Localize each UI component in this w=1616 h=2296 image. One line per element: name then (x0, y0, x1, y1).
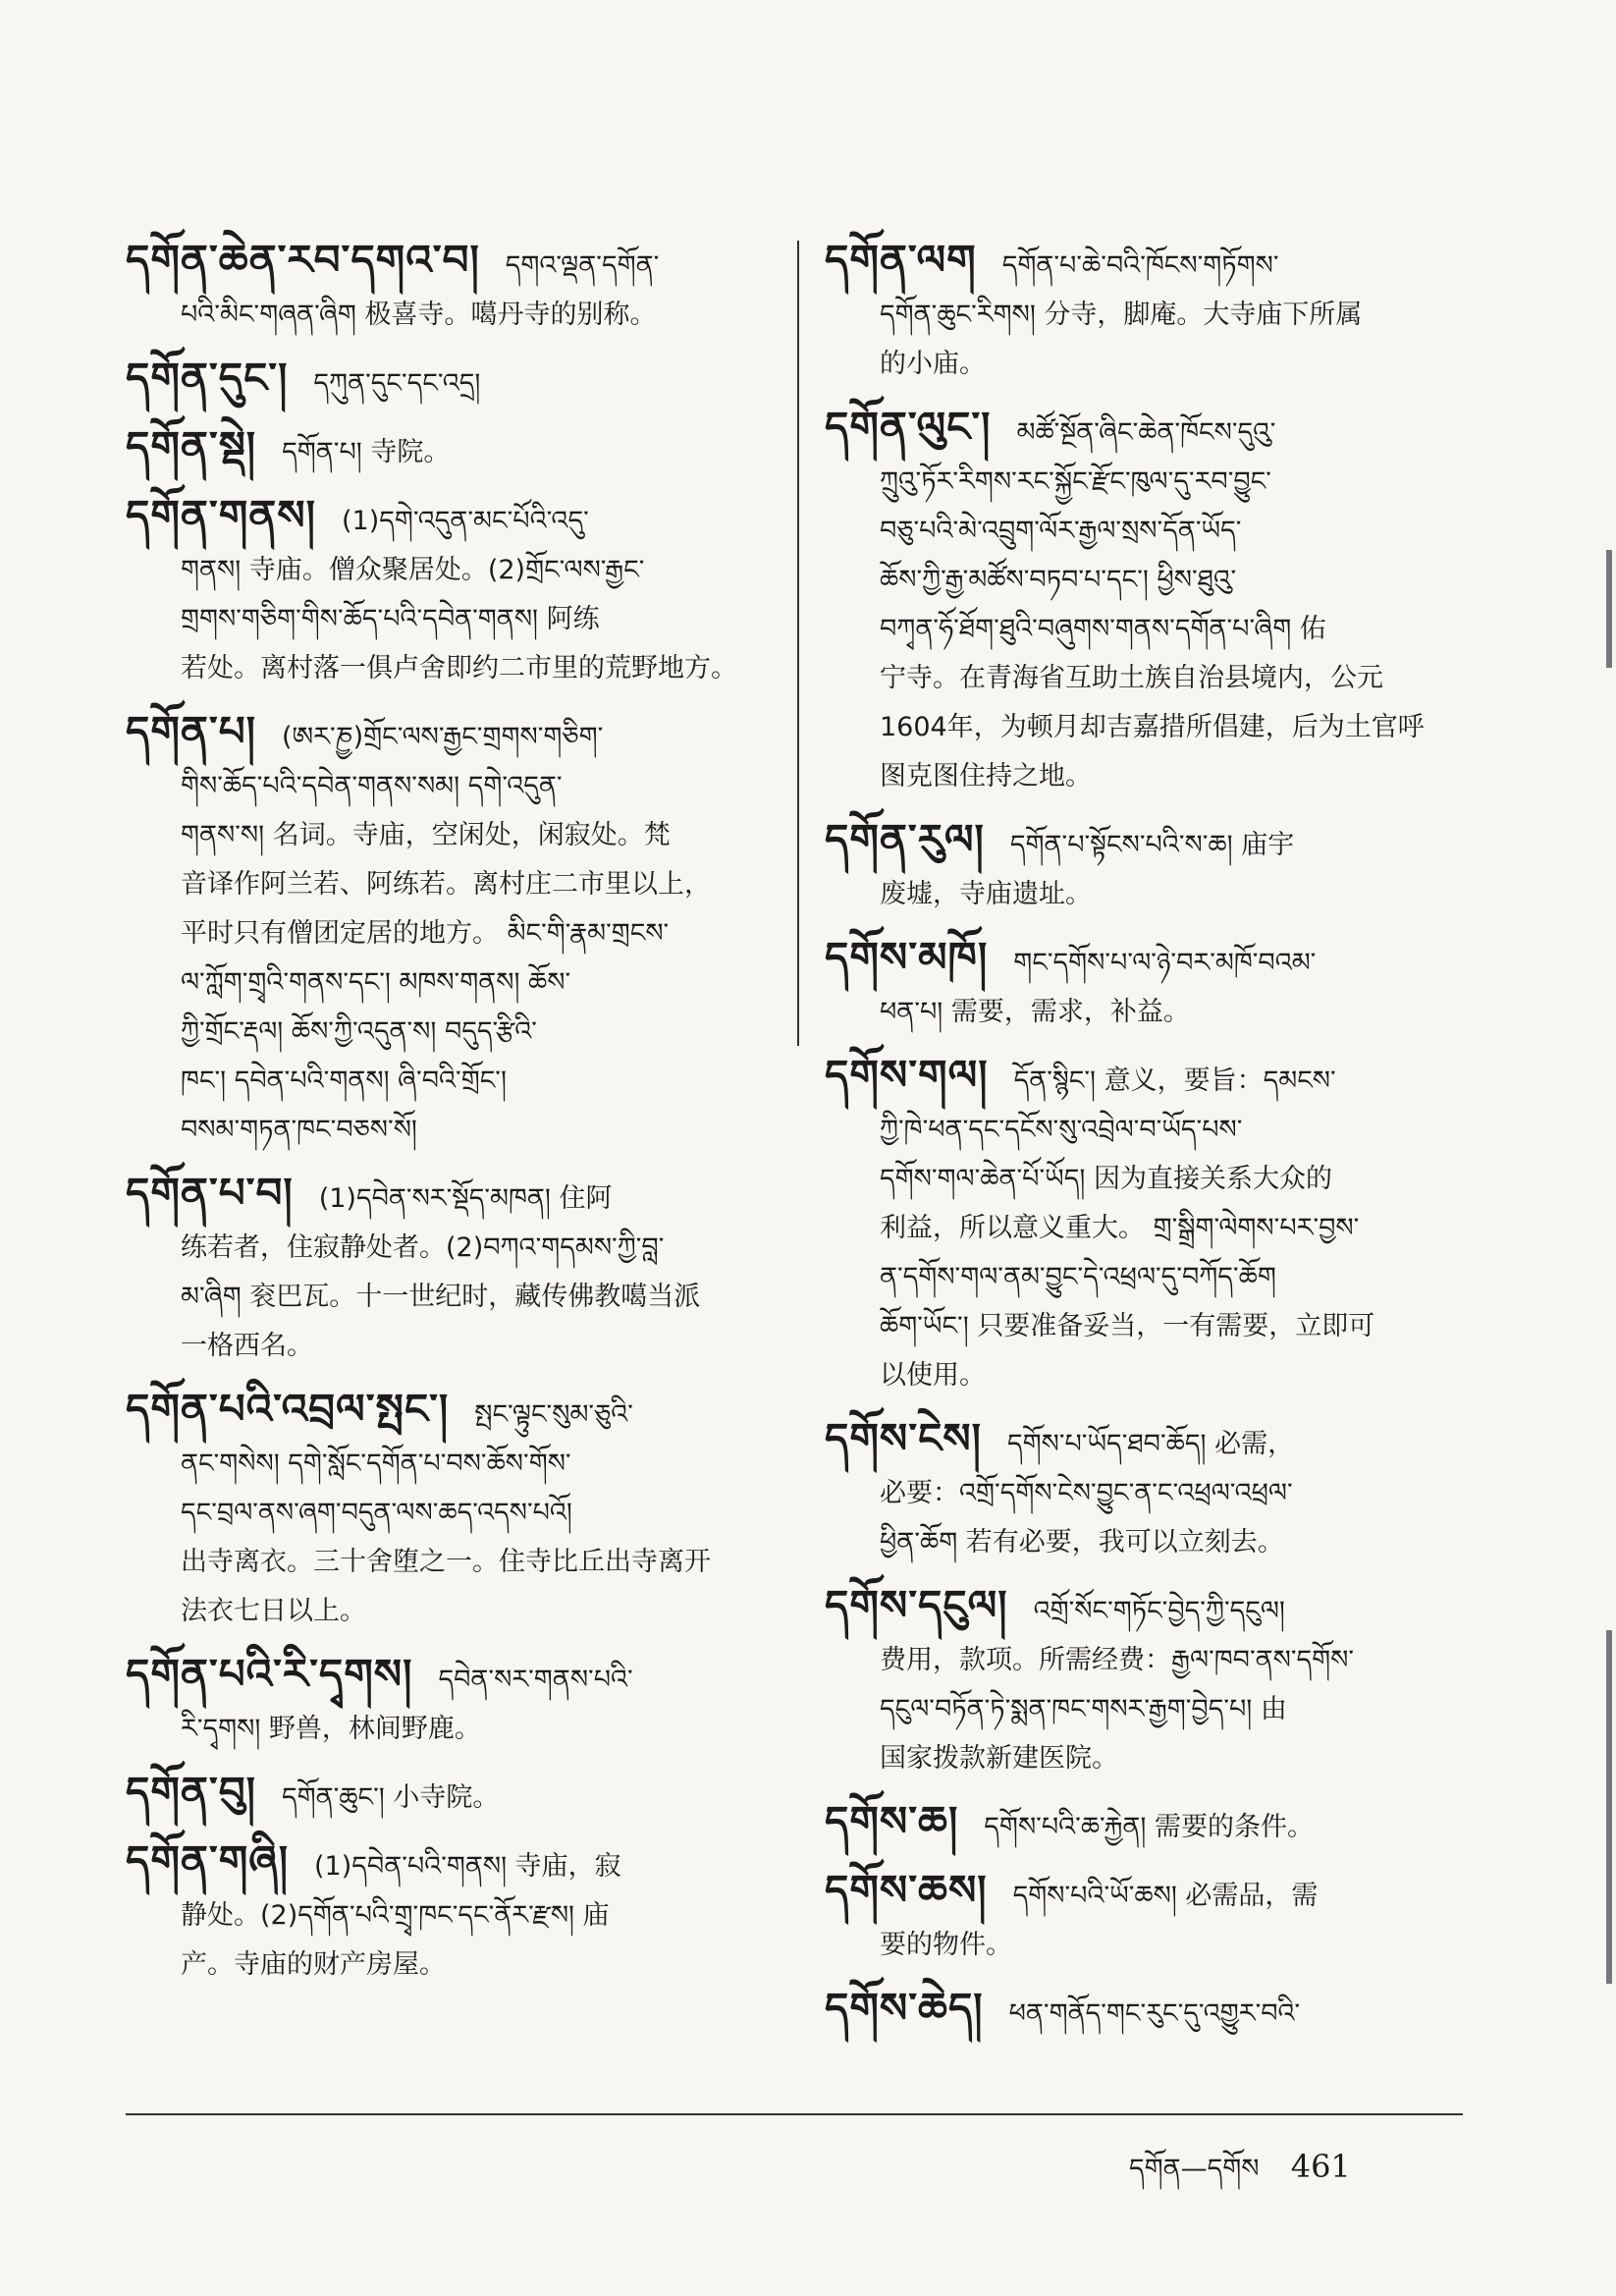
entry-line (825, 1414, 1463, 1469)
entry-text: 要的物件。 (880, 1930, 1012, 1960)
entry-text: 一格西名。 (181, 1331, 313, 1361)
entry-headword: དགོན་པའི་འབྲལ་སྤང་། (126, 1385, 450, 1433)
entry-text: གནས་ས། 名词。寺庙，空闲处，闲寂处。梵 (181, 820, 671, 850)
entry-text: 费用，款项。所需经费：རྒྱལ་ཁབ་ནས་དགོས་ (880, 1645, 1355, 1675)
entry-text: (ཨར་ཎྱ)གྲོང་ལས་རྒྱང་གྲགས་གཅིག་ (281, 722, 604, 752)
dictionary-entry (825, 1866, 1463, 1970)
entry-line (825, 1155, 1463, 1204)
entry-headword: དགོས་ངེས། (825, 1414, 982, 1462)
entry-line (825, 556, 1463, 605)
entry-text: དགོས་པ་ཡོད་ཐབ་ཆོད། 必需， (1006, 1429, 1295, 1459)
entry-headword: དགོན་པ། (126, 707, 256, 755)
entry-text: 利益，所以意义重大。 གྲ་སྒྲིག་ལེགས་པར་བྱས་ (880, 1213, 1360, 1243)
entry-text: དགོས་པའི་ཡོ་ཆས། 必需品，需 (1012, 1881, 1319, 1911)
entry-line (126, 1169, 774, 1224)
entry-headword: དགོས་ཆ། (825, 1797, 959, 1845)
entry-text: (1)དབེན་སར་སྡོད་མཁན། 住阿 (318, 1183, 613, 1214)
scan-edge-mark (1606, 550, 1612, 668)
entry-text: ཀྱི་ཁེ་ཕན་དང་དངོས་སུ་འབྲེལ་བ་ཡོད་པས་ (880, 1115, 1243, 1145)
entry-text: དགོན་པ་ཆེ་བའི་ཁོངས་གཏོགས་ (1001, 250, 1279, 281)
entry-line (126, 909, 774, 958)
entry-line (825, 605, 1463, 654)
entry-line (126, 595, 774, 644)
dictionary-entry (126, 354, 774, 409)
entry-line (825, 1921, 1463, 1970)
entry-line (825, 1797, 1463, 1852)
entry-text: དངུལ་བཏོན་ཏེ་སྨན་ཁང་གསར་རྒྱག་བྱེད་པ། 由 (880, 1694, 1287, 1724)
entry-text: པའི་མིང་གཞན་ཞིག 极喜寺。噶丹寺的别称。 (181, 300, 657, 330)
entry-headword: དགོན་གནས། (126, 491, 316, 539)
dictionary-entry (825, 1797, 1463, 1852)
entry-headword: དགོན་ལུང་། (825, 403, 992, 451)
entry-headword: དགོས་གལ། (825, 1051, 989, 1099)
entry-text: 图克图住持之地。 (880, 761, 1092, 792)
entry-text: ཆོས་ཀྱི་རྒྱ་མཚོས་བཏབ་པ་དང་། ཕྱིས་ཐུའུ་ (880, 565, 1237, 595)
entry-headword: དགོན་སྡེ། (126, 422, 257, 470)
entry-text: 宁寺。在青海省互助土族自治县境内，公元 (880, 663, 1383, 693)
entry-headword: དགོན་བུ། (126, 1768, 256, 1816)
dictionary-entry (126, 1650, 774, 1754)
entry-line (126, 860, 774, 909)
entry-line (126, 1836, 774, 1891)
entry-text: དོན་སྙིང་། 意义，要旨：དམངས་ (1013, 1066, 1336, 1096)
entry-line (126, 1008, 774, 1057)
dictionary-entry (126, 1768, 774, 1823)
entry-line (126, 1106, 774, 1155)
entry-headword: དགོན་པ་བ། (126, 1169, 294, 1217)
page-number: 461 (1290, 2148, 1351, 2185)
entry-line (126, 1273, 774, 1322)
entry-line (126, 1587, 774, 1636)
footer-rule (126, 2113, 1463, 2115)
entry-headword: དགོས་ཆས། (825, 1866, 988, 1914)
entry-line (825, 1866, 1463, 1921)
entry-text: ཁང་། དབེན་པའི་གནས། ཞི་བའི་གྲོང་། (181, 1066, 507, 1096)
left-column (126, 236, 774, 2003)
entry-text: 的小庙。 (880, 349, 986, 379)
entry-text: གང་དགོས་པ་ལ་ཉེ་བར་མཁོ་བའམ་ (1013, 948, 1317, 978)
entry-line (126, 354, 774, 409)
dictionary-entry (825, 1984, 1463, 2039)
entry-text: དགོས་པའི་ཆ་རྐྱེན། 需要的条件。 (984, 1812, 1314, 1842)
entry-line (825, 703, 1463, 752)
entry-line (825, 1302, 1463, 1351)
entry-line (126, 291, 774, 340)
dictionary-entry (825, 933, 1463, 1037)
dictionary-entry (825, 1581, 1463, 1783)
entry-text: ཀྱི་གྲོང་རྡལ། ཆོས་ཀྱི་འདུན་ས། བདུད་རྩིའི་ (181, 1016, 537, 1047)
entry-text: ནང་གསེས། དགེ་སློང་དགོན་པ་བས་ཆོས་གོས་ (181, 1449, 571, 1479)
entry-text: བཀྭན་ཧོ་ཐོག་ཐུའི་བཞུགས་གནས་དགོན་པ་ཞིག 佑 (880, 614, 1326, 644)
entry-line (825, 752, 1463, 801)
entry-text: ལ་ཀློག་གྲྭའི་གནས་དང་། མཁས་གནས། ཆོས་ (181, 967, 571, 998)
dictionary-entry (126, 707, 774, 1155)
entry-text: 必要：འགྲོ་དགོས་ངེས་བྱུང་ན་ང་འཕྲལ་འཕྲལ་ (880, 1478, 1293, 1508)
dictionary-entry (825, 403, 1463, 801)
entry-line (825, 1106, 1463, 1155)
entry-text: དཀུན་དུང་དང་འདྲ། (313, 368, 481, 399)
entry-line (126, 1705, 774, 1754)
entry-line (825, 1051, 1463, 1106)
entry-line (825, 933, 1463, 988)
entry-line (825, 236, 1463, 291)
entry-line (825, 403, 1463, 458)
dictionary-entry (825, 1051, 1463, 1400)
entry-line (126, 811, 774, 860)
entry-line (126, 1440, 774, 1489)
entry-headword: དགོས་མཁོ། (825, 933, 989, 981)
entry-text: 1604年，为顿月却吉嘉措所倡建，后为土官呼 (880, 712, 1425, 742)
entry-text: མཚོ་སྔོན་ཞིང་ཆེན་ཁོངས་དུའུ་ (1016, 417, 1276, 448)
dictionary-entry (126, 422, 774, 477)
entry-text: 若处。离村落一俱卢舍即约二市里的荒野地方。 (181, 653, 737, 683)
entry-text: དགོན་ཆུང་། 小寺院。 (281, 1782, 500, 1813)
entry-text: 废墟，寺庙遗址。 (880, 879, 1092, 909)
entry-text: དང་བྲལ་ནས་ཞག་བདུན་ལས་ཆད་འདས་པའོ། (181, 1498, 572, 1528)
dictionary-entry (126, 236, 774, 340)
entry-line (825, 654, 1463, 703)
entry-text: 法衣七日以上。 (181, 1596, 366, 1626)
entry-line (825, 1351, 1463, 1400)
entry-line (126, 762, 774, 811)
dictionary-entry (825, 1414, 1463, 1567)
entry-text: དགའ་ལྡན་དགོན་ (505, 250, 660, 281)
entry-text: 以使用。 (880, 1360, 986, 1391)
entry-line (825, 507, 1463, 556)
scan-edge-mark (1606, 1630, 1612, 1984)
entry-text: 出寺离衣。三十舍堕之一。住寺比丘出寺离开 (181, 1547, 711, 1577)
entry-text: དབེན་སར་གནས་པའི་ (438, 1665, 633, 1695)
entry-line (126, 1891, 774, 1941)
entry-line (126, 1538, 774, 1587)
entry-text: དགོས་གལ་ཆེན་པོ་ཡོད། 因为直接关系大众的 (880, 1164, 1332, 1194)
entry-line (825, 1984, 1463, 2039)
column-divider (797, 241, 799, 1046)
dictionary-entry (825, 815, 1463, 919)
entry-text: དགོན་ཆུང་རིགས། 分寺，脚庵。大寺庙下所属 (880, 300, 1363, 330)
entry-text: 国家拨款新建医院。 (880, 1743, 1118, 1774)
entry-line (126, 1322, 774, 1371)
entry-line (825, 1581, 1463, 1636)
entry-text: 静处。(2)དགོན་པའི་གྲྭ་ཁང་དང་ནོར་རྫས། 庙 (181, 1900, 610, 1931)
entry-headword: དགོན་ལག (825, 236, 977, 284)
footer-range: དགོན—དགོས (1129, 2154, 1260, 2184)
entry-line (825, 340, 1463, 389)
entry-text: བཅུ་པའི་མེ་འབྲུག་ལོར་རྒྱལ་སྲས་དོན་ཡོད་ (880, 516, 1242, 546)
entry-line (126, 236, 774, 291)
entry-line (825, 291, 1463, 340)
entry-text: 产。寺庙的财产房屋。 (181, 1949, 446, 1980)
entry-line (825, 458, 1463, 507)
entry-text: (1)དགེ་འདུན་མང་པོའི་འདུ་ (341, 506, 589, 536)
right-column (825, 236, 1463, 2052)
entry-text: རི་དྭགས། 野兽，林间野鹿。 (181, 1714, 481, 1744)
entry-line (825, 988, 1463, 1037)
dictionary-entry (126, 1385, 774, 1636)
entry-line (126, 1057, 774, 1106)
entry-line (126, 491, 774, 546)
entry-line (126, 546, 774, 595)
entry-headword: དགོན་དུང་། (126, 354, 289, 402)
entry-line (825, 1253, 1463, 1302)
entry-text: སྤང་ལྟུང་སུམ་ཅུའི་ (474, 1399, 633, 1430)
entry-headword: དགོས་དངུལ། (825, 1581, 1008, 1629)
entry-line (126, 1941, 774, 1990)
entry-text: དགོན་པ། 寺院。 (282, 437, 451, 467)
entry-text: ཕྱིན་ཆོག 若有必要，我可以立刻去。 (880, 1527, 1284, 1558)
entry-line (126, 958, 774, 1008)
dictionary-entry (126, 1836, 774, 1990)
entry-text: ཕན་གནོད་གང་རུང་དུ་འགྱུར་བའི་ (1008, 1998, 1301, 2029)
page-footer (1129, 2139, 1373, 2214)
entry-line (126, 1650, 774, 1705)
entry-text: འགྲོ་སོང་གཏོང་བྱེད་ཀྱི་དངུལ། (1033, 1596, 1285, 1626)
entry-line (825, 1469, 1463, 1518)
entry-line (126, 422, 774, 477)
entry-line (825, 815, 1463, 870)
entry-text: ཀྲུའུ་ཏོར་རིགས་རང་སྐྱོང་རྫོང་ཁུལ་དུ་རབ་བྱུང་ (880, 466, 1271, 497)
entry-text: 练若者，住寂静处者。(2)བཀའ་གདམས་ཀྱི་བླ་ (181, 1232, 665, 1263)
entry-text: ཆོག་ཡོང་། 只要准备妥当，一有需要，立即可 (880, 1311, 1375, 1341)
entry-text: གྲགས་གཅིག་གིས་ཆོད་པའི་དབེན་གནས། 阿练 (181, 604, 600, 634)
entry-line (825, 1204, 1463, 1253)
entry-line (126, 644, 774, 693)
entry-text: 平时只有僧团定居的地方。 མིང་གི་རྣམ་གྲངས་ (181, 918, 670, 949)
entry-headword: དགོན་གཞི། (126, 1836, 290, 1885)
entry-text: (1)དབེན་པའི་གནས། 寺庙，寂 (314, 1851, 621, 1882)
entry-text: ན་དགོས་གལ་ནམ་བྱུང་དེ་འཕྲལ་དུ་བཀོད་ཆོག (880, 1262, 1276, 1292)
dictionary-entry (825, 236, 1463, 389)
entry-text: བསམ་གཏན་ཁང་བཅས་སོ། (181, 1115, 417, 1145)
entry-headword: དགོས་ཆེད། (825, 1984, 984, 2032)
entry-line (126, 1768, 774, 1823)
entry-text: 音译作阿兰若、阿练若。离村庄二市里以上， (181, 869, 711, 900)
entry-text: མ་ཞིག 衮巴瓦。十一世纪时，藏传佛教噶当派 (181, 1282, 701, 1312)
entry-line (825, 1685, 1463, 1734)
entry-line (126, 1224, 774, 1273)
dictionary-entry (126, 1169, 774, 1371)
entry-text: གནས། 寺庙。僧众聚居处。(2)གྲོང་ལས་རྒྱང་ (181, 555, 645, 585)
entry-headword: དགོན་ཆེན་རབ་དགའ་བ། (126, 236, 480, 284)
entry-text: དགོན་པ་སྟོངས་པའི་ས་ཆ། 庙宇 (1009, 830, 1295, 860)
entry-line (825, 1636, 1463, 1685)
entry-line (126, 707, 774, 762)
entry-text: ཕན་པ། 需要，需求，补益。 (880, 997, 1190, 1027)
entry-headword: དགོན་པའི་རི་དྭགས། (126, 1650, 413, 1698)
entry-headword: དགོན་རུལ། (825, 815, 985, 863)
entry-text: གིས་ཆོད་པའི་དབེན་གནས་སམ། དགེ་འདུན་ (181, 771, 563, 801)
dictionary-entry (126, 491, 774, 693)
entry-line (825, 870, 1463, 919)
entry-line (126, 1385, 774, 1440)
entry-line (825, 1518, 1463, 1567)
entry-line (825, 1734, 1463, 1783)
entry-line (126, 1489, 774, 1538)
